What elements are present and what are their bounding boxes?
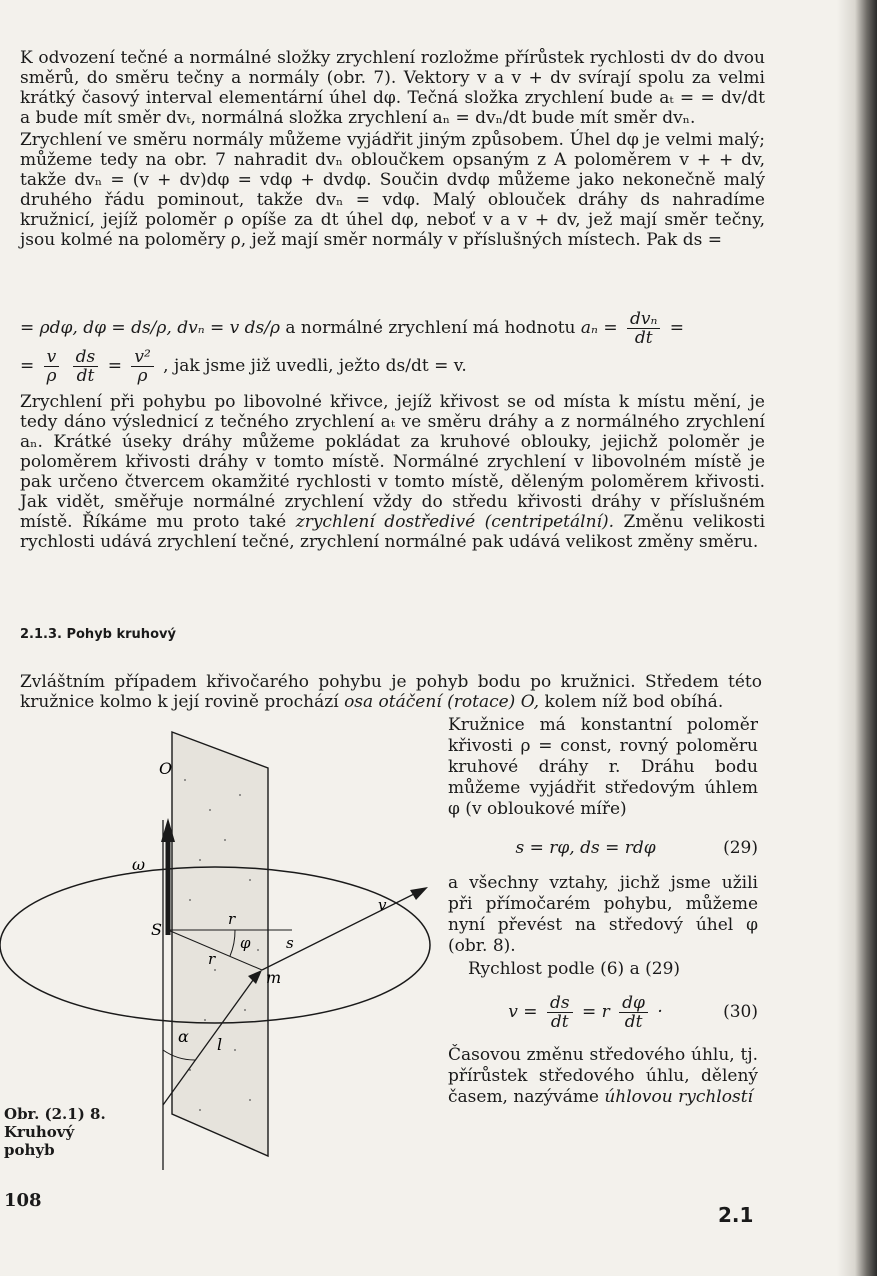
figure-plane bbox=[172, 732, 268, 1156]
eq30-f1-den: dt bbox=[550, 1012, 569, 1032]
eq2-frac1 bbox=[44, 348, 60, 385]
intro-emphasis: osa otáčení (rotace) O, bbox=[344, 692, 540, 712]
velocity-arrowhead bbox=[410, 887, 428, 900]
label-center: S bbox=[151, 920, 162, 939]
equation-line-2 bbox=[20, 348, 765, 385]
paragraph-3 bbox=[20, 392, 765, 552]
right-p1: Kružnice má konstantní poloměr křivosti ρ = const, rovný poloměru kruhové dráhy r. Dráhu bodu můžeme vyjádřit středovým úhlem φ (v obloukové míře) bbox=[448, 715, 758, 819]
eq1-left: = ρdφ, dφ = ds/ρ, dvₙ = v ds/ρ bbox=[20, 318, 280, 338]
p3-text: Zrychlení při pohybu po libovolné křivce, jejíž křivost se od místa k místu mění, je tedy dáno výslednicí z tečného zrychlení aₜ ve směru dráhy a z normálného zrychlení aₙ. Krátké úseky dráhy můžeme pokládat za kruhové oblouky, jejichž poloměr je poloměrem křivosti dráhy v tomto místě. Normálné zrychlení v libovolném místě je pak určeno čtvercem okamžité rychlosti v tomto místě, děleným poloměrem křivosti. Jak vidět, směřuje normálné zrychlení vždy do středu křivosti dráhy v příslušném místě. Říkáme mu proto také bbox=[20, 392, 765, 532]
label-alpha: α bbox=[178, 1027, 189, 1046]
eq30-frac2 bbox=[619, 994, 648, 1031]
p3-emphasis: zrychlení dostředivé (centripetální). bbox=[295, 512, 614, 532]
page-number: 108 bbox=[4, 1190, 42, 1211]
eq2-f3-num: v² bbox=[131, 348, 153, 367]
label-omega: ω bbox=[132, 855, 146, 874]
right-p4-emphasis: úhlovou rychlostí bbox=[604, 1087, 753, 1107]
eq30-frac1 bbox=[547, 994, 573, 1031]
label-point: m bbox=[266, 968, 282, 987]
right-p4-text: Časovou změnu středového úhlu, tj. přírůstek středového úhlu, dělený časem, nazýváme bbox=[448, 1045, 758, 1107]
eq2-eq: = bbox=[107, 356, 122, 376]
eq1-tail: = bbox=[669, 318, 685, 338]
intro-tail: kolem níž bod obíhá. bbox=[544, 692, 724, 712]
right-p3: Rychlost podle (6) a (29) bbox=[468, 959, 681, 979]
right-p2: a všechny vztahy, jichž jsme užili při přímočarém pohybu, můžeme nyní převést na středový úhel φ (obr. 8). bbox=[448, 873, 758, 956]
intro-body bbox=[20, 672, 762, 712]
eq29-number: (29) bbox=[723, 838, 758, 858]
eq2-tail: , jak jsme již uvedli, ježto ds/dt = v. bbox=[163, 356, 467, 376]
paragraph-2: Zrychlení ve směru normály můžeme vyjádřit jiným způsobem. Úhel dφ je velmi malý; můžeme tedy na obr. 7 nahradit dvₙ obloučkem opsaným z A poloměrem v + + dv, takže dvₙ = (v + dv)dφ = vdφ + dvdφ. Součin dvdφ můžeme jako nekonečně malý druhého řádu pominout, takže dvₙ = vdφ. Malý oblouček dráhy ds nahradíme kružnicí, jejíž poloměr ρ opíše za dt úhel dφ, neboť v a v + dv, jež mají směr tečny, jsou kolmé na poloměry ρ, jež mají směr normály v příslušných místech. Pak ds = bbox=[20, 130, 765, 250]
eq1-den: dt bbox=[634, 328, 653, 348]
label-radius-slant: r bbox=[208, 950, 216, 968]
page-edge-shadow bbox=[837, 0, 877, 1276]
section-mark: 2.1 bbox=[718, 1203, 754, 1227]
eq2-frac2 bbox=[73, 348, 99, 385]
equation-29 bbox=[448, 838, 758, 859]
equation-line-1 bbox=[20, 310, 765, 347]
eq30-number: (30) bbox=[723, 1002, 758, 1022]
eq30-f2-num: dφ bbox=[619, 994, 648, 1013]
eq2-f2-num: ds bbox=[73, 348, 99, 367]
eq30-f2-den: dt bbox=[624, 1012, 643, 1032]
eq1-num: dvₙ bbox=[627, 310, 660, 329]
eq29-body: s = rφ, ds = rdφ bbox=[515, 838, 656, 858]
right-column bbox=[448, 715, 758, 1108]
eq30-mid: = r bbox=[581, 1002, 610, 1022]
velocity-vector bbox=[262, 892, 418, 970]
label-arc-s: s bbox=[286, 934, 294, 952]
label-axis: O bbox=[159, 759, 173, 778]
intro-text: Zvláštním případem křivočarého pohybu je pohyb bodu po kružnici. Středem této kružnice kolmo k její rovině prochází bbox=[20, 672, 762, 712]
intro-paragraph bbox=[20, 672, 762, 712]
paragraph-3-body bbox=[20, 392, 765, 552]
eq30-f1-num: ds bbox=[547, 994, 573, 1013]
eq30-lead: v = bbox=[508, 1002, 538, 1022]
paragraph-1: K odvození tečné a normálné složky zrychlení rozložme přírůstek rychlosti dv do dvou směrů, do směru tečny a normály (obr. 7). Vektory v a v + dv svírají spolu za velmi krátký časový interval elementární úhel dφ. Tečná složka zrychlení bude aₜ = = dv/dt a bude mít směr dvₜ, normálná složka zrychlení aₙ = dvₙ/dt bude mít směr dvₙ. bbox=[20, 48, 765, 128]
eq2-f2-den: dt bbox=[76, 366, 95, 386]
eq2-f1-den: ρ bbox=[46, 366, 57, 386]
figure-caption: Obr. (2.1) 8. Kruhový pohyb bbox=[4, 1105, 106, 1159]
eq1-text: a normálné zrychlení má hodnotu bbox=[285, 318, 576, 338]
eq2-f3-den: ρ bbox=[137, 366, 148, 386]
circular-motion-figure bbox=[0, 720, 440, 1170]
p3-tail: Změnu velikosti rychlosti udává zrychlení tečné, zrychlení normálné pak udává velikost změny směru. bbox=[20, 512, 766, 552]
label-radius-top: r bbox=[228, 910, 236, 928]
paragraph-tangential-normal bbox=[20, 48, 765, 250]
label-vector-l: l bbox=[217, 1035, 223, 1054]
label-phi: φ bbox=[240, 934, 251, 952]
section-heading: 2.1.3. Pohyb kruhový bbox=[20, 627, 176, 642]
right-p4 bbox=[448, 1045, 758, 1108]
eq1-fraction bbox=[627, 310, 660, 347]
eq1-an: aₙ = bbox=[580, 318, 618, 338]
eq2-frac3 bbox=[131, 348, 153, 385]
eq2-f1-num: v bbox=[44, 348, 60, 367]
eq2-lead: = bbox=[20, 356, 35, 376]
label-velocity: v bbox=[378, 896, 387, 914]
eq30-dot: · bbox=[657, 1002, 663, 1022]
equation-30 bbox=[448, 994, 758, 1031]
